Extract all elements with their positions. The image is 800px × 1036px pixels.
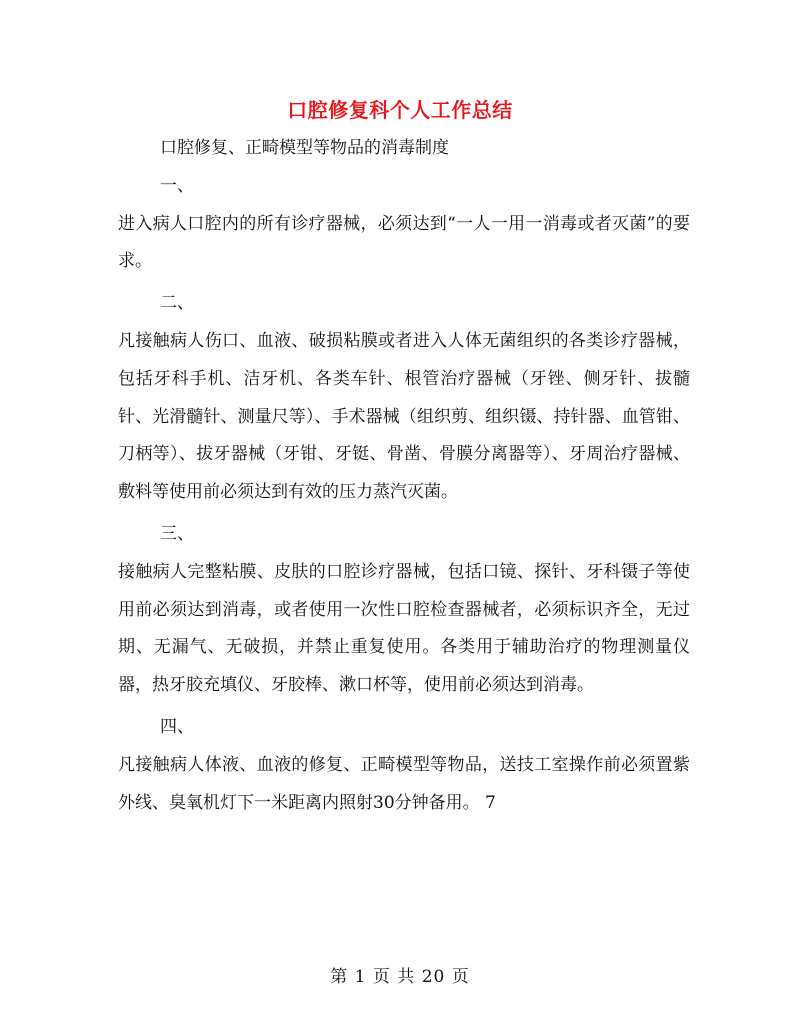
section-heading-2: 二、 bbox=[160, 293, 194, 314]
document-subtitle: 口腔修复、正畸模型等物品的消毒制度 bbox=[160, 138, 449, 158]
page-number-footer: 第 1 页 共 20 页 bbox=[330, 967, 470, 987]
section-body-3: 接触病人完整粘膜、皮肤的口腔诊疗器械，包括口镜、探针、牙科镊子等使用前必须达到消毒，或者使用一次性口腔检查器械者，必须标识齐全，无过期、无漏气、无破损，并禁止重复使用。各类用于辅助治疗的物理测量仪器，热牙胶充填仪、牙胶棒、漱口杯等，使用前必须达到消毒。 bbox=[118, 561, 690, 696]
section-body-4: 凡接触病人体液、血液的修复、正畸模型等物品，送技工室操作前必须置紫外线、臭氧机灯下一米距离内照射30分钟备用。 7 bbox=[118, 754, 690, 813]
section-body-2: 凡接触病人伤口、血液、破损粘膜或者进入人体无菌组织的各类诊疗器械，包括牙科手机、洁牙机、各类车针、根管治疗器械（牙锉、侧牙针、拔髓针、光滑髓针、测量尺等）、手术器械（组织剪、组织镊、持针器、血管钳、刀柄等）、拔牙器械（牙钳、牙铤、骨凿、骨膜分离器等）、牙周治疗器械、敷料等使用前必须达到有效的压力蒸汽灭菌。 bbox=[118, 330, 690, 503]
section-heading-4: 四、 bbox=[160, 716, 194, 737]
document-body bbox=[118, 130, 690, 822]
section-heading-1: 一、 bbox=[160, 175, 194, 196]
section-heading-3: 三、 bbox=[160, 523, 194, 544]
section-body-1: 进入病人口腔内的所有诊疗器械，必须达到“一人一用一消毒或者灭菌”的要求。 bbox=[118, 213, 690, 272]
document-title: 口腔修复科个人工作总结 bbox=[287, 98, 513, 122]
